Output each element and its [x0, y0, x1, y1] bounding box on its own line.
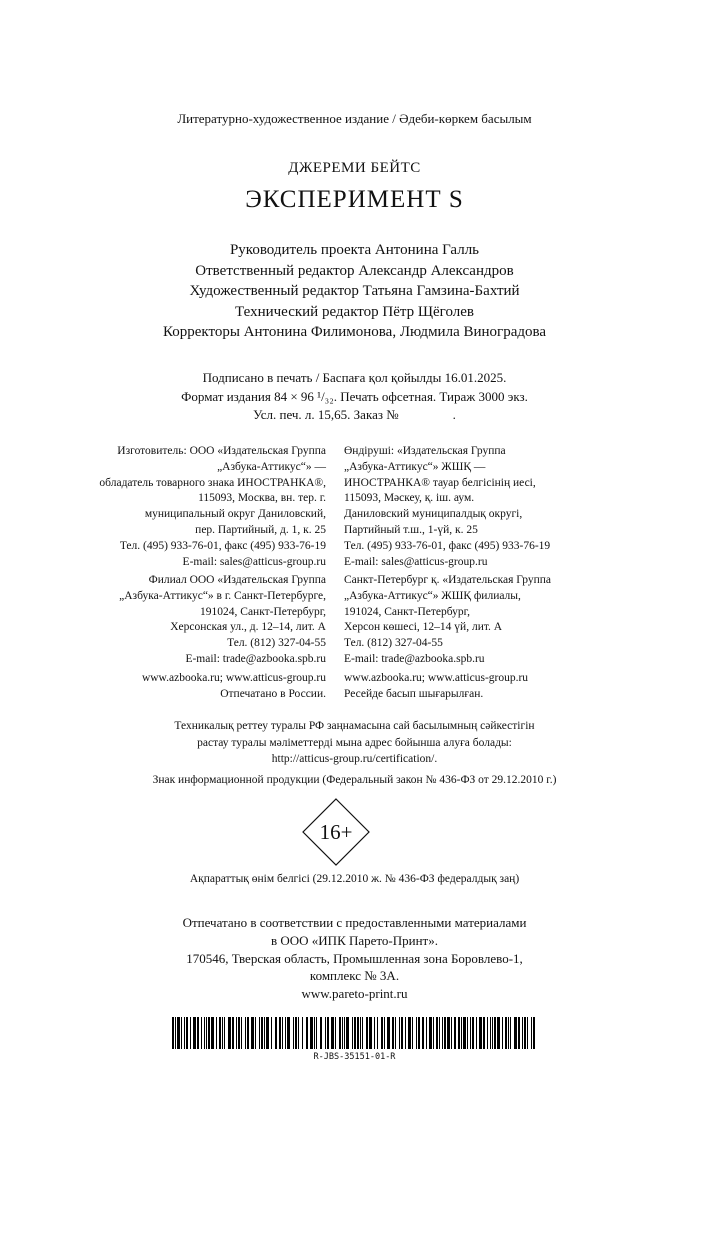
barcode-bar	[377, 1017, 378, 1049]
manufacturer-kz	[344, 444, 550, 570]
barcode-bar	[346, 1017, 349, 1049]
branch-ru	[119, 573, 326, 668]
certification-line: Техникалық реттеу туралы РФ заңнамасына сай басылымның сәйкестігін	[174, 720, 535, 732]
printer-block	[0, 914, 709, 1003]
barcode-bar	[344, 1017, 345, 1049]
barcode-bar	[369, 1017, 372, 1049]
manufacturer-ru-line: обладатель товарного знака ИНОСТРАНКА®,	[99, 476, 326, 489]
sheets-order	[0, 406, 709, 425]
barcode-bar	[320, 1017, 322, 1049]
manufacturer-kz-line: Тел. (495) 933-76-01, факс (495) 933-76-19	[344, 539, 551, 552]
barcode-bar	[461, 1017, 462, 1049]
age-note-kz: Ақпараттық өнім белгісі (29.12.2010 ж. № 436-ФЗ федералдық заң)	[189, 873, 520, 885]
barcode-bar	[245, 1017, 246, 1049]
barcode-bar	[201, 1017, 202, 1049]
barcode-bar	[295, 1017, 297, 1049]
barcode-bar	[399, 1017, 400, 1049]
manufacturer-ru-line: „Азбука-Аттикус“» —	[217, 460, 326, 473]
barcode-bar	[451, 1017, 452, 1049]
age-rating-badge	[302, 798, 370, 866]
manufacturer-ru-line: Тел. (495) 933-76-01, факс (495) 933-76-19	[119, 539, 326, 552]
manufacturer-ru-line: муниципальный округ Даниловский,	[144, 508, 326, 521]
barcode-bar	[476, 1017, 477, 1049]
credits-block	[0, 240, 709, 343]
barcode-bar	[510, 1017, 511, 1049]
printer-line: www.pareto-print.ru	[301, 986, 408, 1002]
manufacturer-ru-line: пер. Партийный, д. 1, к. 25	[195, 523, 326, 536]
web-kz	[344, 671, 528, 703]
barcode-bar	[531, 1017, 532, 1049]
web-kz-line: www.azbooka.ru; www.atticus-group.ru	[344, 672, 529, 684]
barcode-bar	[472, 1017, 474, 1049]
barcode-bar	[492, 1017, 493, 1049]
barcode-bar	[418, 1017, 420, 1049]
barcode-bar	[285, 1017, 286, 1049]
barcode	[172, 1017, 537, 1049]
branch-ru-line: Тел. (812) 327-04-55	[227, 637, 326, 650]
barcode-bar	[335, 1017, 336, 1049]
barcode-bar	[433, 1017, 434, 1049]
barcode-bar	[384, 1017, 385, 1049]
barcode-bar	[293, 1017, 294, 1049]
barcode-bar	[216, 1017, 217, 1049]
barcode-bar	[298, 1017, 299, 1049]
barcode-bar	[405, 1017, 406, 1049]
manufacturer-ru-line: E-mail: sales@atticus-group.ru	[182, 555, 326, 568]
barcode-bar	[184, 1017, 185, 1049]
barcode-bar	[261, 1017, 263, 1049]
barcode-bar	[458, 1017, 460, 1049]
barcode-bar	[306, 1017, 308, 1049]
barcode-bar	[494, 1017, 496, 1049]
barcode-bar	[208, 1017, 210, 1049]
barcode-bar	[505, 1017, 507, 1049]
sheets-order-prefix: Усл. печ. л. 15,65. Заказ №	[253, 407, 399, 422]
barcode-bar	[316, 1017, 317, 1049]
barcode-code: R-JBS-35151-01-R	[313, 1052, 396, 1062]
barcode-bar	[524, 1017, 526, 1049]
barcode-bar	[354, 1017, 356, 1049]
branch-kz-line: Херсон көшесі, 12–14 үй, лит. А	[344, 621, 503, 634]
barcode-bar	[352, 1017, 353, 1049]
barcode-bar	[381, 1017, 383, 1049]
barcode-bar	[502, 1017, 503, 1049]
barcode-bar	[362, 1017, 363, 1049]
barcode-bar	[439, 1017, 440, 1049]
barcode-bar	[518, 1017, 520, 1049]
printer-line: комплекс № 3А.	[309, 968, 400, 984]
barcode-bar	[522, 1017, 523, 1049]
manufacturer-kz-line: E-mail: sales@atticus-group.ru	[344, 555, 488, 568]
barcode-bar	[181, 1017, 182, 1049]
barcode-bar	[357, 1017, 359, 1049]
credit-line: Руководитель проекта Антонина Галль	[229, 242, 480, 258]
barcode-bar	[444, 1017, 446, 1049]
branch-kz	[344, 573, 551, 668]
barcode-bar	[436, 1017, 438, 1049]
barcode-bar	[514, 1017, 517, 1049]
barcode-bar	[401, 1017, 403, 1049]
barcode-bar	[331, 1017, 334, 1049]
branch-ru-line: E-mail: trade@azbooka.spb.ru	[185, 652, 326, 665]
barcode-bar	[302, 1017, 303, 1049]
manufacturer-ru-line: 115093, Москва, вн. тер. г.	[198, 492, 326, 505]
branch-kz-line: 191024, Санкт-Петербург,	[344, 605, 470, 618]
barcode-bar	[224, 1017, 225, 1049]
barcode-bar	[204, 1017, 205, 1049]
barcode-bar	[387, 1017, 390, 1049]
barcode-bar	[442, 1017, 443, 1049]
barcode-bar	[533, 1017, 535, 1049]
barcode-bar	[247, 1017, 249, 1049]
barcode-bar	[366, 1017, 368, 1049]
branch-kz-line: E-mail: trade@azbooka.spb.ru	[344, 652, 485, 665]
barcode-bar	[259, 1017, 260, 1049]
printer-line: в ООО «ИПК Парето-Принт».	[270, 932, 438, 948]
barcode-bar	[342, 1017, 343, 1049]
barcode-bar	[412, 1017, 413, 1049]
branch-ru-line: Херсонская ул., д. 12–14, лит. А	[170, 621, 326, 634]
barcode-bar	[236, 1017, 237, 1049]
credit-line: Художественный редактор Татьяна Гамзина-Бахтий	[189, 283, 520, 300]
manufacturer-kz-line: Партийный т.ш., 1-үй, к. 25	[344, 523, 478, 536]
barcode-bar	[266, 1017, 269, 1049]
barcode-bar	[325, 1017, 326, 1049]
credit-line: Технический редактор Пётр Щёголев	[235, 303, 474, 320]
barcode-bar	[339, 1017, 341, 1049]
barcode-bar	[422, 1017, 424, 1049]
barcode-bar	[193, 1017, 196, 1049]
barcode-bar	[251, 1017, 254, 1049]
barcode-bar	[426, 1017, 427, 1049]
barcode-bar	[416, 1017, 417, 1049]
barcode-bar	[177, 1017, 180, 1049]
barcode-bar	[197, 1017, 199, 1049]
certification-block	[0, 718, 709, 768]
barcode-bar	[327, 1017, 329, 1049]
credit-line: Корректоры Антонина Филимонова, Людмила Виноградова	[162, 324, 547, 341]
barcode-bar	[479, 1017, 482, 1049]
barcode-bar	[186, 1017, 188, 1049]
branch-kz-line: „Азбука-Аттикус“» ЖШҚ филиалы,	[344, 589, 521, 602]
barcode-bar	[264, 1017, 265, 1049]
web-ru-line: Отпечатано в России.	[220, 687, 326, 700]
barcode-bar	[222, 1017, 223, 1049]
manufacturer-ru-line: Изготовитель: ООО «Издательская Группа	[117, 445, 326, 457]
info-product-sign: Знак информационной продукции (Федеральный закон № 436-ФЗ от 29.12.2010 г.)	[152, 774, 557, 786]
barcode-bar	[190, 1017, 191, 1049]
manufacturer-kz-line: „Азбука-Аттикус“» ЖШҚ —	[344, 460, 486, 473]
barcode-bar	[211, 1017, 214, 1049]
manufacturer-kz-line: Даниловский муниципалдық округі,	[344, 508, 523, 521]
branch-ru-line: „Азбука-Аттикус“» в г. Санкт-Петербурге,	[119, 589, 326, 602]
web-ru	[142, 671, 326, 703]
format-info: Формат издания 84 × 96 ¹/₃₂. Печать офсетная. Тираж 3000 экз.	[181, 388, 528, 404]
barcode-bar	[454, 1017, 456, 1049]
manufacturer-ru	[99, 444, 326, 570]
barcode-bar	[275, 1017, 277, 1049]
branch-ru-line: 191024, Санкт-Петербург,	[200, 605, 326, 618]
edition-type: Литературно-художественное издание / Әдеби-көркем басылым	[177, 111, 532, 126]
credit-line: Ответственный редактор Александр Александров	[195, 262, 514, 279]
signed-date: Подписано в печать / Баспаға қол қойылды 16.01.2025.	[202, 370, 507, 385]
barcode-bar	[374, 1017, 375, 1049]
barcode-bar	[467, 1017, 468, 1049]
barcode-bar	[360, 1017, 361, 1049]
branch-ru-line: Филиал ООО «Издательская Группа	[148, 574, 326, 586]
certification-line: http://atticus-group.ru/certification/.	[271, 753, 438, 765]
barcode-bar	[527, 1017, 528, 1049]
barcode-bar	[279, 1017, 281, 1049]
barcode-bar	[282, 1017, 283, 1049]
barcode-bar	[508, 1017, 509, 1049]
barcode-bar	[490, 1017, 491, 1049]
barcode-bar	[287, 1017, 290, 1049]
age-rating-text: 16+	[319, 820, 353, 844]
barcode-bar	[255, 1017, 256, 1049]
barcode-bar	[429, 1017, 432, 1049]
print-info-block	[0, 369, 709, 425]
barcode-bar	[408, 1017, 411, 1049]
barcode-bar	[228, 1017, 231, 1049]
barcode-bar	[487, 1017, 488, 1049]
barcode-bar	[310, 1017, 313, 1049]
web-ru-line: www.azbooka.ru; www.atticus-group.ru	[141, 672, 326, 684]
manufacturer-kz-line: 115093, Мәскеу, қ. іш. аум.	[344, 492, 475, 505]
barcode-bar	[497, 1017, 500, 1049]
barcode-bar	[175, 1017, 176, 1049]
book-title: ЭКСПЕРИМЕНТ S	[245, 186, 464, 213]
barcode-bar	[392, 1017, 394, 1049]
barcode-bar	[314, 1017, 315, 1049]
barcode-bar	[219, 1017, 221, 1049]
manufacturer-kz-line: ИНОСТРАНКА® тауар белгісінің иесі,	[344, 476, 536, 489]
manufacturer-kz-line: Өндіруші: «Издательская Группа	[344, 445, 506, 457]
barcode-bar	[483, 1017, 485, 1049]
barcode-bar	[238, 1017, 240, 1049]
certification-line: растау туралы мәліметтерді мына адрес бойынша алуға болады:	[197, 736, 512, 749]
barcode-bar	[271, 1017, 272, 1049]
printer-line: 170546, Тверская область, Промышленная зона Боровлево-1,	[186, 950, 523, 966]
barcode-bar	[463, 1017, 466, 1049]
barcode-bar	[241, 1017, 242, 1049]
web-kz-line: Ресейде басып шығарылған.	[344, 687, 484, 700]
barcode-bar	[172, 1017, 174, 1049]
sheets-order-suffix: .	[452, 407, 456, 422]
printer-line: Отпечатано в соответствии с предоставленными материалами	[182, 915, 527, 930]
author-name: ДЖЕРЕМИ БЕЙТС	[288, 160, 421, 176]
branch-kz-line: Тел. (812) 327-04-55	[344, 637, 443, 650]
barcode-bar	[447, 1017, 450, 1049]
branch-kz-line: Санкт-Петербург қ. «Издательская Группа	[344, 574, 551, 586]
barcode-bar	[206, 1017, 207, 1049]
barcode-bar	[232, 1017, 234, 1049]
barcode-bar	[470, 1017, 471, 1049]
barcode-bar	[395, 1017, 396, 1049]
